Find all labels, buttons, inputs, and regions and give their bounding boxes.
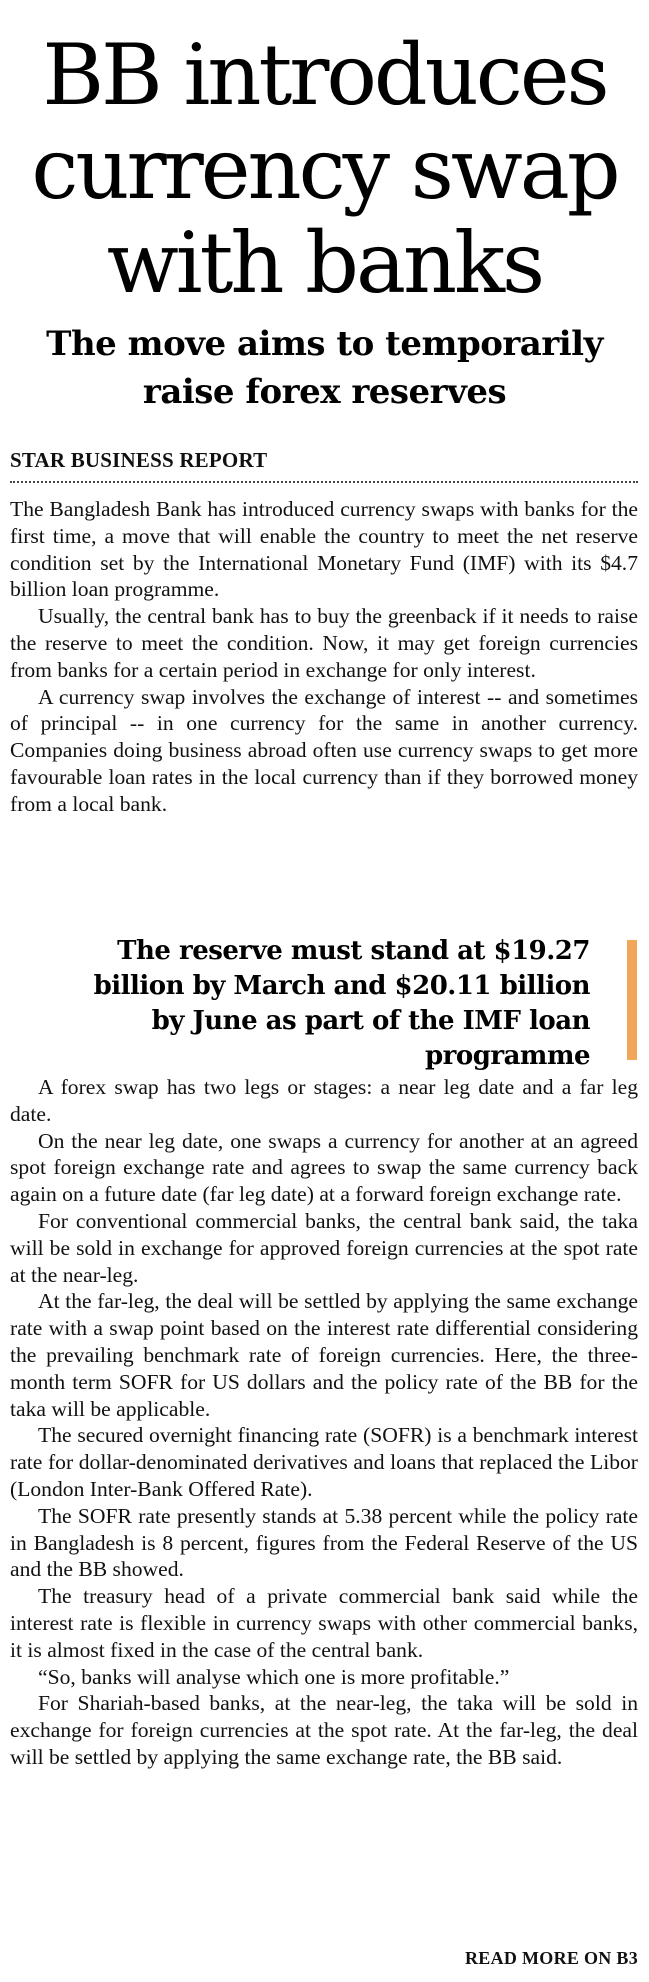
paragraph: A forex swap has two legs or stages: a near leg date and a far leg date. [10, 1075, 638, 1126]
article-body-part2 [10, 1074, 638, 1771]
paragraph: The secured overnight financing rate (SOFR) is a benchmark interest rate for dollar-denominated derivatives and loans that replaced the Libor (London Inter-Bank Offered Rate). [10, 1423, 638, 1501]
paragraph: For conventional commercial banks, the central bank said, the taka will be sold in exchange for approved foreign currencies at the spot rate at the near-leg. [10, 1208, 638, 1287]
subheadline: The move aims to temporarily raise forex reserves [46, 324, 603, 412]
paragraph: The SOFR rate presently stands at 5.38 percent while the policy rate in Bangladesh is 8 percent, figures from the Federal Reserve of the US and the BB showed. [10, 1503, 638, 1582]
headline: BB introduces currency swap with banks [31, 26, 618, 312]
paragraph: “So, banks will analyse which one is more profitable.” [38, 1664, 510, 1689]
read-more-link[interactable]: READ MORE ON B3 [464, 1948, 638, 1968]
paragraph: For Shariah-based banks, at the near-leg, the taka will be sold in exchange for foreign currencies at the spot rate. At the far-leg, the deal will be settled by applying the same exchange rate, the BB said. [10, 1691, 638, 1769]
byline: STAR BUSINESS REPORT [10, 448, 268, 472]
dotted-divider [10, 481, 638, 483]
paragraph: A currency swap involves the exchange of interest -- and sometimes of principal -- in one currency for the same in another currency. Companies doing business abroad often use currency swaps to get more favourable loan rates in the local currency than if they borrowed money from a local bank. [10, 684, 638, 816]
pull-quote-accent-bar [627, 940, 637, 1060]
paragraph: Usually, the central bank has to buy the greenback if it needs to raise the reserve to meet the condition. Now, it may get foreign currencies from banks for a certain period in exchange for only interest. [10, 604, 638, 682]
paragraph: On the near leg date, one swaps a currency for another at an agreed spot foreign exchange rate and agrees to swap the same currency back again on a future date (far leg date) at a forward foreign exchange rate. [10, 1128, 638, 1207]
article-body-part1 [10, 496, 638, 818]
paragraph: The Bangladesh Bank has introduced currency swaps with banks for the first time, a move that will enable the country to meet the net reserve condition set by the International Monetary Fund (IMF) with its $4.7 billion loan programme. [10, 497, 638, 602]
paragraph: At the far-leg, the deal will be settled by applying the same exchange rate with a swap point based on the interest rate differential considering the prevailing benchmark rate of foreign currencies. Here, the three-month term SOFR for US dollars and the policy rate of the BB for the taka will be applicable. [10, 1289, 638, 1421]
paragraph: The treasury head of a private commercial bank said while the interest rate is flexible in currency swaps with other commercial banks, it is almost fixed in the case of the central bank. [10, 1584, 638, 1662]
pull-quote: The reserve must stand at $19.27 billion by March and $20.11 billion by June as part of the IMF loan programme [93, 936, 590, 1071]
